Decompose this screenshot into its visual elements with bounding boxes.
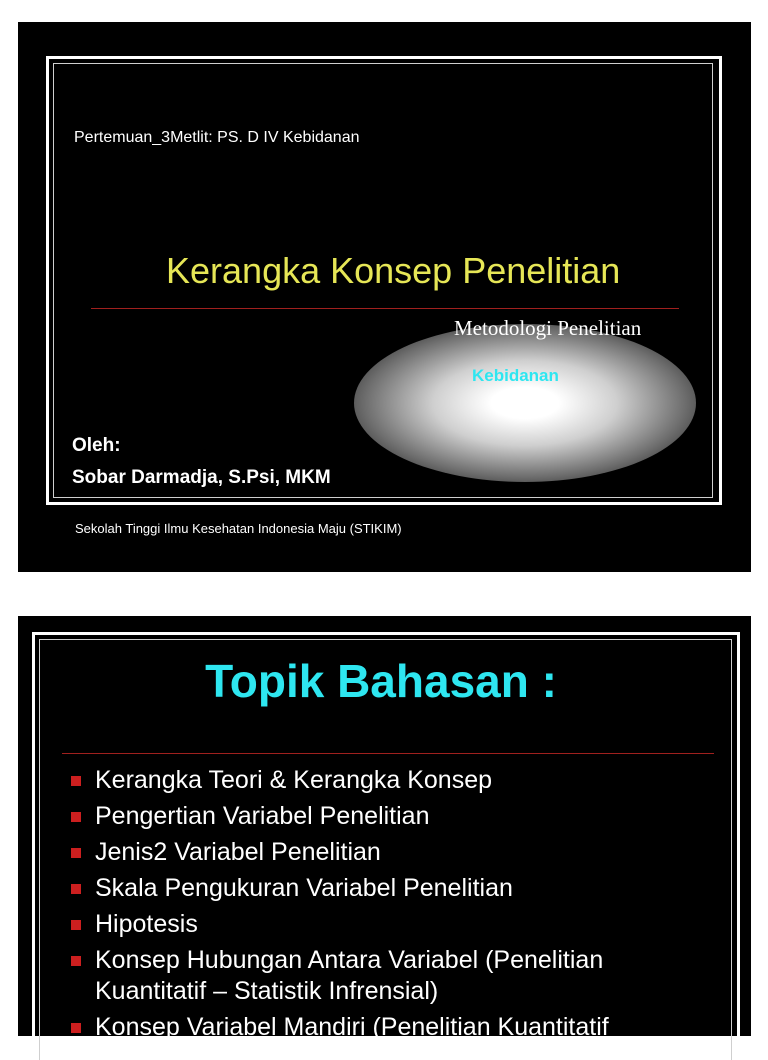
course-header: Pertemuan_3Metlit: PS. D IV Kebidanan — [74, 129, 360, 146]
bullet-icon — [71, 776, 81, 786]
author-name: Sobar Darmadja, S.Psi, MKM — [72, 467, 331, 488]
list-item — [68, 1012, 708, 1043]
topic-list — [68, 765, 708, 1048]
slide-subtitle-program: Kebidanan — [472, 366, 559, 385]
topics-slide — [18, 616, 751, 1041]
list-item — [68, 945, 708, 1007]
slide-title: Kerangka Konsep Penelitian — [166, 250, 621, 291]
spotlight-glow — [354, 324, 696, 482]
topic-text: Hipotesis — [95, 910, 198, 938]
topic-text: Kerangka Teori & Kerangka Konsep — [95, 766, 493, 794]
topic-text: Konsep Variabel Mandiri (Penelitian Kuantitatif — [95, 1013, 609, 1041]
topic-text: Skala Pengukuran Variabel Penelitian — [95, 874, 513, 902]
slide-subtitle: Metodologi Penelitian — [454, 316, 642, 340]
title-divider — [91, 308, 679, 309]
slide-title: Topik Bahasan : — [205, 655, 557, 707]
bullet-icon — [71, 956, 81, 966]
list-item — [68, 909, 708, 940]
bullet-icon — [71, 1023, 81, 1033]
topic-text: Pengertian Variabel Penelitian — [95, 802, 430, 830]
list-item — [68, 873, 708, 904]
list-item — [68, 837, 708, 868]
topic-text: Konsep Hubungan Antara Variabel (Penelitian Kuantitatif – Statistik Infrensial) — [95, 946, 604, 1005]
list-item — [68, 801, 708, 832]
institution-footer: Sekolah Tinggi Ilmu Kesehatan Indonesia Maju (STIKIM) — [75, 521, 402, 536]
bullet-icon — [71, 812, 81, 822]
topic-text: Jenis2 Variabel Penelitian — [95, 838, 381, 866]
list-item — [68, 765, 708, 796]
bullet-icon — [71, 884, 81, 894]
title-slide — [18, 22, 751, 572]
title-divider — [62, 753, 714, 754]
author-label: Oleh: — [72, 435, 121, 456]
bullet-icon — [71, 920, 81, 930]
bullet-icon — [71, 848, 81, 858]
